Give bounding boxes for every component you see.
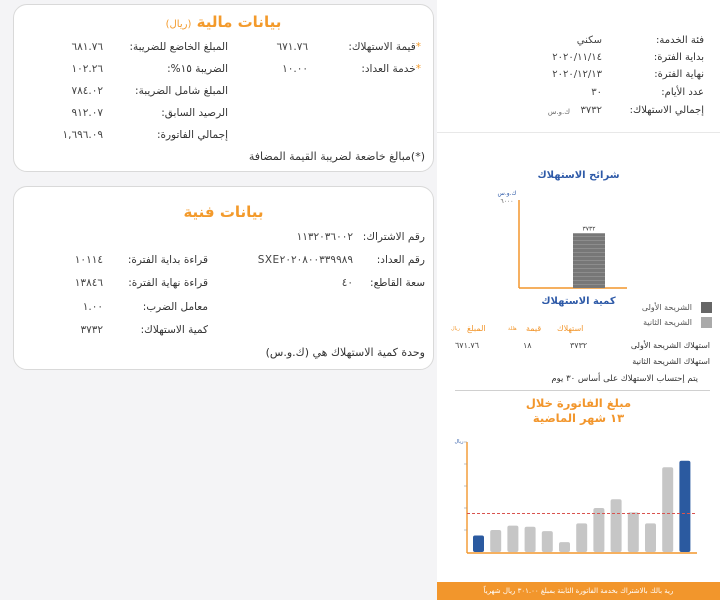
technical-card [13,186,434,370]
history-bar [628,512,639,552]
multiplier-value: ١.٠٠ [82,301,103,313]
tier-bar-label: ٣٧٣٢ [582,225,596,233]
legend-first-tier: الشريحة الأولى [641,303,692,312]
history-bar [593,508,604,552]
history-bar [576,523,587,552]
history-bar [542,531,553,552]
meter-number-label: رقم العداد: [376,254,425,266]
period-end-label: نهاية الفترة: [654,69,704,80]
subscription-value: ١١٣٢٠٣٦٠٠٢ [296,231,353,243]
bottom-banner [437,582,720,600]
subscription-label: رقم الاشتراك: [362,231,425,243]
history-chart [437,430,720,575]
history-bar [473,536,484,553]
tiers-chart [437,180,720,310]
consumption-qty-value: ٣٧٣٢ [80,324,103,336]
tiers-header-amount-unit: ريال [451,326,460,332]
vat-label: الضريبة ١٥%: [167,63,228,75]
service-class-label: فئة الخدمة: [656,35,704,46]
meter-service-label: *خدمة العداد: [361,63,421,75]
amount-with-vat-value: ٧٨٤.٠٢ [71,85,103,97]
financial-title: بيانات مالية (ريال) [165,13,282,31]
amount-with-vat-label: المبلغ شامل الضريبة: [135,85,228,97]
divider [437,132,720,133]
previous-balance-label: الرصيد السابق: [161,107,228,119]
end-reading-label: قراءة نهاية الفترة: [128,277,208,289]
divider [455,390,710,391]
tier2-row-label: استهلاك الشريحة الثانية [632,357,710,366]
tiers-title: شرائح الاستهلاك [537,170,620,181]
history-bar [662,467,673,552]
legend-first-swatch [701,302,712,313]
multiplier-label: معامل الضرب: [142,301,208,313]
meter-number-value: SXE٢٠٢٠٨٠٠٣٣٩٩٨٩ [257,254,353,266]
service-class-value: سكني [576,35,602,46]
start-reading-value: ١٠١١٤ [74,254,103,266]
tiers-xlabel: كمية الاستهلاك [541,296,616,307]
taxable-amount-value: ٦٨١.٧٦ [71,41,103,53]
consumption-value-label: *قيمة الاستهلاك: [348,41,421,53]
period-end-value: ٢٠٢٠/١٢/١٣ [552,69,602,80]
vat-value: ١٠٢.٢٦ [71,63,103,75]
history-bar [611,499,622,552]
breaker-label: سعة القاطع: [370,277,425,289]
technical-title: بيانات فنية [183,203,264,221]
period-start-label: بداية الفترة: [653,52,704,63]
breaker-value: ٤٠ [341,277,353,289]
invoice-total-label: إجمالي الفاتورة: [156,129,228,141]
invoice-total-value: ١,٦٩٦.٠٩ [62,129,103,141]
legend-second-tier: الشريحة الثانية [643,318,692,327]
tier1-consumption: ٣٧٣٢ [570,341,588,350]
total-consumption-label: إجمالي الاستهلاك: [629,105,704,116]
unit-note: وحدة كمية الاستهلاك هي (ك.و.س) [265,346,425,359]
history-bar [507,526,518,552]
history-bar [679,461,690,552]
tiers-header-consumption: استهلاك [557,324,584,333]
tiers-y-unit: ك.و.س [497,190,517,197]
previous-balance-value: ٩١٢.٠٧ [71,107,103,119]
vat-note: (*)مبالغ خاضعة لضريبة القيمة المضافة [248,150,425,163]
period-start-value: ٢٠٢٠/١١/١٤ [552,52,602,63]
end-reading-value: ١٣٨٤٦ [74,277,103,289]
days-count-value: ٣٠ [591,87,602,98]
start-reading-label: قراءة بداية الفترة: [127,254,208,266]
tier1-amount: ٦٧١.٧٦ [455,341,480,350]
bottom-banner-text: رية بالك بالاشتراك بخدمة الفاتورة الثابتة بمبلغ ٣٠١.٠٠ ريال شهرياً [483,587,674,595]
history-y-unit: ريال [454,439,464,445]
history-bar [559,542,570,552]
tier1-row-label: استهلاك الشريحة الأولى [630,341,710,350]
tiers-header-value: قيمة [526,324,542,333]
legend-second-swatch [701,317,712,328]
tiers-header-amount: المبلغ [467,324,486,333]
total-consumption-unit: ك.و.س [547,108,570,116]
meter-service-value: ١٠.٠٠ [282,63,308,75]
tier1-rate: ١٨ [523,341,532,350]
tiers-footnote: يتم إحتساب الاستهلاك على أساس ٣٠ يوم [551,374,698,384]
history-bar [525,527,536,552]
financial-card [13,4,434,172]
days-count-label: عدد الأيام: [661,87,704,98]
consumption-qty-label: كمية الاستهلاك: [140,324,208,336]
tiers-y-tick: ٦٠٠٠ [500,198,514,205]
history-bar [645,523,656,552]
tier-bar-first [573,233,605,288]
history-title: مبلغ الفاتورة خلال ١٣ شهر الماضية [525,396,632,425]
taxable-amount-label: المبلغ الخاضع للضريبة: [129,41,228,53]
consumption-value: ٦٧١.٧٦ [276,41,308,53]
tiers-header-value-unit: هللة [508,326,517,332]
history-bar [490,530,501,552]
total-consumption-value: ٣٧٣٢ [580,105,602,116]
